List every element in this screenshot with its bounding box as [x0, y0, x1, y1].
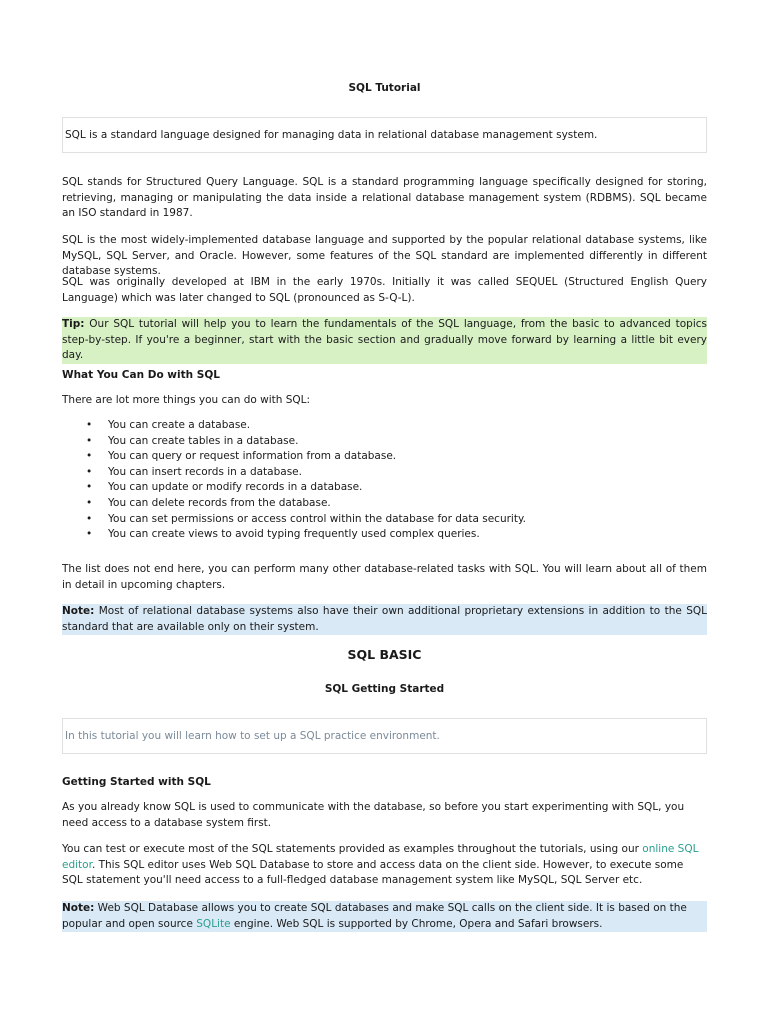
getting-started-title: SQL Getting Started [324, 683, 445, 695]
what-you-can-do-heading: What You Can Do with SQL [62, 369, 220, 381]
note-callout-2 [62, 901, 707, 932]
sql-basic-heading: SQL BASIC [347, 647, 422, 662]
note-callout-1 [62, 604, 707, 635]
setup-box: In this tutorial you will learn how to set up a SQL practice environment. [62, 718, 707, 754]
intro-box: SQL is a standard language designed for managing data in relational database management system. [62, 117, 707, 153]
note-text: Web SQL Database allows you to create SQL databases and make SQL calls on the client side. It is based on the popular and open source [62, 902, 687, 930]
intro-paragraph-2: SQL is the most widely-implemented database language and supported by the popular relational database systems, like MySQL, SQL Server, and Oracle. However, some features of the SQL standard are implemented differently in different database systems. [62, 234, 707, 277]
note-label: Note: [62, 605, 95, 617]
sqlite-link[interactable]: SQLite [196, 917, 231, 930]
note-text: engine. Web SQL is supported by Chrome, Opera and Safari browsers. [230, 917, 603, 930]
list-outro-paragraph: The list does not end here, you can perform many other database-related tasks with SQL. You will learn about all of them in detail in upcoming chapters. [62, 563, 707, 591]
intro-paragraph-3: SQL was originally developed at IBM in the early 1970s. Initially it was called SEQUEL (Structured English Query Language) which was later changed to SQL (pronounced as S-Q-L). [62, 276, 707, 304]
online-sql-editor-link[interactable]: online SQL editor [62, 843, 699, 871]
getting-started-heading: Getting Started with SQL [62, 776, 211, 788]
list-item: • You can update or modify records in a database. [62, 480, 526, 496]
list-item: • You can create tables in a database. [62, 434, 526, 450]
tip-text: Our SQL tutorial will help you to learn the fundamentals of the SQL language, from the basic to advanced topics step-by-step. If you're a beginner, start with the basic section and gradually move forward by learning a little bit every day. [62, 318, 707, 361]
tip-label: Tip: [62, 318, 85, 330]
list-item: • You can create a database. [62, 418, 526, 434]
list-item: • You can insert records in a database. [62, 465, 526, 481]
capabilities-list [62, 418, 526, 543]
getting-started-paragraph-2 [62, 842, 707, 889]
list-item: • You can create views to avoid typing frequently used complex queries. [62, 527, 526, 543]
getting-started-paragraph-1: As you already know SQL is used to communicate with the database, so before you start experimenting with SQL, you need access to a database system first. [62, 801, 685, 829]
list-item: • You can set permissions or access control within the database for data security. [62, 512, 526, 528]
what-you-can-do-intro: There are lot more things you can do with SQL: [62, 394, 311, 406]
note-text: Most of relational database systems also have their own additional proprietary extensions in addition to the SQL standard that are available only on their system. [62, 605, 707, 633]
note-label: Note: [62, 902, 95, 914]
list-item: • You can query or request information from a database. [62, 449, 526, 465]
paragraph-text: . This SQL editor uses Web SQL Database to store and access data on the client side. However, to execute some SQL statement you'll need access to a full-fledged database management system like MySQL, SQL Server etc. [62, 858, 684, 886]
paragraph-text: You can test or execute most of the SQL statements provided as examples throughout the tutorials, using our [62, 843, 643, 855]
page-title: SQL Tutorial [348, 82, 421, 94]
intro-paragraph-1: SQL stands for Structured Query Language. SQL is a standard programming language specifically designed for storing, retrieving, managing or manipulating the data inside a relational database management system (RDBMS). SQL became an ISO standard in 1987. [62, 176, 707, 219]
list-item: • You can delete records from the database. [62, 496, 526, 512]
tip-callout [62, 317, 707, 364]
